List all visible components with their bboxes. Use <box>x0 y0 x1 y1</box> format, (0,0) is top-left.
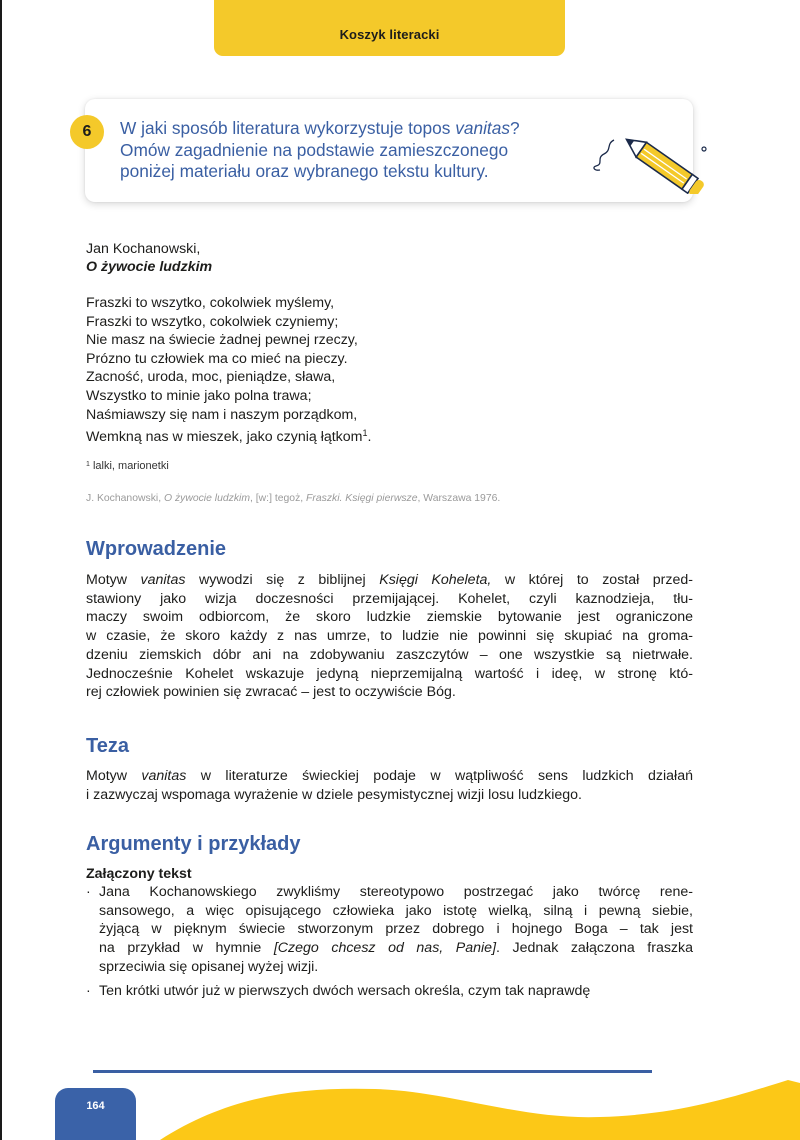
task-line-1 <box>120 118 590 140</box>
page-number-tab <box>55 1088 136 1140</box>
italic-text: vanitas <box>140 572 186 588</box>
footnote-ref: 1 <box>362 428 368 439</box>
thesis-paragraph <box>86 767 693 804</box>
section-heading-thesis: Teza <box>86 735 129 757</box>
footnote-marker: 1 <box>86 461 90 468</box>
task-text-italic: vanitas <box>455 118 510 138</box>
footnote-text: lalki, marionetki <box>92 460 169 472</box>
citation <box>86 493 500 504</box>
citation-book: Fraszki. Księgi pierwsze <box>306 493 418 504</box>
source-author: Jan Kochanowski, <box>86 241 201 257</box>
text-line: Jednocześnie Kohelet wskazuje jedyną nieprzemijalną wartość i ideę, w stronę któ- <box>86 665 693 682</box>
text-line: na przykład w hymnie [Czego chcesz od nas, Panie]. Jednak załączona fraszka <box>99 940 694 957</box>
text-line: dzeniu ziemskich dóbr ani na zdobywaniu zaszczytów – one wszystkie są nietrwałe. <box>86 646 693 663</box>
header-tab <box>214 0 565 56</box>
page-edge <box>0 0 2 1140</box>
intro-paragraph <box>86 571 693 702</box>
text-line: sansowego, a więc opisującego człowieka jako istotę wielką, silną i pewną siebie, <box>99 902 693 919</box>
task-line-3: poniżej materiału oraz wybranego tekstu kultury. <box>120 161 489 181</box>
text-line: żyjącą w pięknym świecie stworzonym przez dobrego i hojnego Boga – tak jest <box>99 921 693 938</box>
bullet-item <box>86 982 693 1001</box>
citation-title: O żywocie ludzkim <box>163 493 251 504</box>
text-line: rej człowiek powinien się zwracać – jest to oczywiście Bóg. <box>86 684 456 701</box>
footnote <box>86 460 169 472</box>
bullet-marker: · <box>86 884 91 900</box>
poem-line: Wemkną nas w mieszek, jako czynią łątkom$^1$. <box>86 428 372 446</box>
poem-line: Nie masz na świecie żadnej pewnej rzeczy, <box>86 332 358 349</box>
subheading-attached-text: Załączony tekst <box>86 866 192 882</box>
poem-line: Prózno tu człowiek ma co mieć na pieczy. <box>86 350 348 367</box>
poem-line: Zacność, uroda, moc, pieniądze, sława, <box>86 369 336 386</box>
text-line: Motyw vanitas w literaturze świeckiej podaje w wątpliwość sens ludzkich działań <box>86 768 693 784</box>
poem-line: Naśmiawszy się nam i naszym porządkom, <box>86 406 358 423</box>
task-line-2: Omów zagadnienie na podstawie zamieszczonego <box>120 139 509 160</box>
poem-line-text: Wemkną nas w mieszek, jako czynią łątkom <box>86 429 363 446</box>
bullet-text <box>99 883 693 977</box>
task-text-part: ? <box>509 118 520 138</box>
section-heading-arguments: Argumenty i przykłady <box>86 833 301 855</box>
task-prompt <box>120 118 590 183</box>
poem-line: Wszystko to minie jako polna trawa; <box>86 387 312 404</box>
text-line: sprzeciwia się opisanej wyżej wizji. <box>99 958 319 975</box>
text-line: Ten krótki utwór już w pierwszych dwóch wersach określa, czym tak naprawdę <box>99 983 591 999</box>
header-title: Koszyk literacki <box>339 27 440 42</box>
italic-text: [Czego chcesz od nas, Panie] <box>273 940 497 957</box>
italic-text: Księgi Koheleta, <box>379 572 492 588</box>
footer-divider <box>93 1070 652 1073</box>
page-number: 164 <box>86 1100 105 1112</box>
poem-line: Fraszki to wszytko, cokolwiek myślemy, <box>86 295 335 311</box>
text-line: Jana Kochanowskiego zwykliśmy stereotypowo postrzegać jako twórcę rene- <box>99 884 693 900</box>
text-line: stawiony jako wizja doczesności przemijającej. Kohelet, czyli kaznodzieja, tłu- <box>86 590 693 607</box>
pencil-icon <box>592 124 718 194</box>
bullet-marker: · <box>86 983 91 999</box>
text-line: w czasie, że skoro każdy z nas umrze, to ludzie nie powinni się skupiać na groma- <box>86 628 693 645</box>
poem <box>86 294 371 447</box>
citation-part: , [w:] tegoż, <box>250 493 307 504</box>
poem-line: Fraszki to wszytko, cokolwiek czyniemy; <box>86 313 339 330</box>
text-line: Motyw vanitas wywodzi się z biblijnej Księgi Koheleta, w której to został przed- <box>86 572 693 588</box>
task-text-part: W jaki sposób literatura wykorzystuje topos <box>120 118 456 138</box>
bullet-item <box>86 883 693 977</box>
text-line: i zazwyczaj wspomaga wyrażenie w dziele pesymistycznej wizji losu ludzkiego. <box>86 786 582 803</box>
text-line: maczy swoim odbiorcom, że skoro ludzkie ziemskie bytowanie jest ograniczone <box>86 609 693 626</box>
section-heading-intro: Wprowadzenie <box>86 538 227 560</box>
italic-text: vanitas <box>141 768 187 784</box>
bullet-text <box>99 982 693 1001</box>
source-title: O żywocie ludzkim <box>86 259 213 275</box>
citation-part: , Warszawa 1976. <box>417 493 501 504</box>
task-number-badge: 6 <box>70 115 104 149</box>
citation-part: J. Kochanowski, <box>86 493 164 504</box>
